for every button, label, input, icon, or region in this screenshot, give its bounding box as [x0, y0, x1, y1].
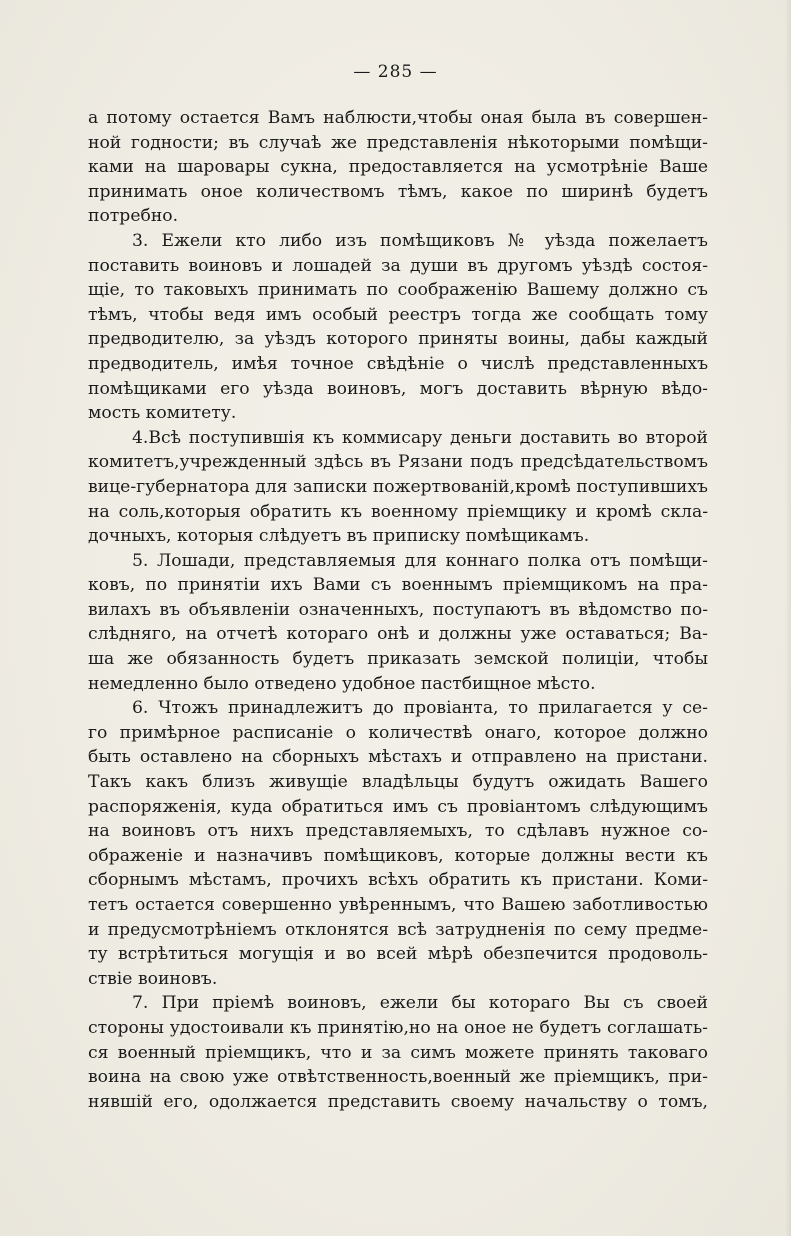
page-number: — 285 —: [353, 62, 438, 82]
text-line: слѣдняго, на отчетѣ котораго онѣ и должны уже оставаться; Ва-: [88, 624, 708, 645]
text-line: тѣмъ, чтобы ведя имъ особый реестръ тогда же сообщать тому: [88, 304, 708, 325]
text-line: вице-губернатора для записки пожертвованій,кромѣ поступившихъ: [88, 476, 708, 497]
text-line: предводителю, за уѣздъ которого приняты воины, дабы каждый: [88, 329, 708, 350]
text-line: ту встрѣтиться могущія и во всей мѣрѣ обезпечится продоволь-: [88, 944, 708, 965]
text-line: предводитель, имѣя точное свѣдѣніе о числѣ представленныхъ: [88, 353, 708, 374]
text-line: сборнымъ мѣстамъ, прочихъ всѣхъ обратить къ пристани. Коми-: [88, 870, 708, 891]
text-line: тетъ остается совершенно увѣреннымъ, что Вашею заботливостью: [88, 895, 708, 915]
text-line: ковъ, по принятіи ихъ Вами съ военнымъ пріемщикомъ на пра-: [88, 575, 708, 596]
text-line: комитетъ,учрежденный здѣсь въ Рязани подъ предсѣдательствомъ: [88, 452, 708, 473]
text-line: немедленно было отведено удобное пастбищное мѣсто.: [88, 673, 596, 694]
text-line: воина на свою уже отвѣтственность,военный же пріемщикъ, при-: [88, 1067, 708, 1088]
text-line: 5. Лошади, представляемыя для коннаго полка отъ помѣщи-: [132, 550, 708, 571]
text-line: ша же обязанность будетъ приказать земской полиціи, чтобы: [88, 649, 708, 670]
text-line: стороны удостоивали къ принятію,но на оное не будетъ соглашать-: [88, 1017, 708, 1038]
text-line: на воиновъ отъ нихъ представляемыхъ, то сдѣлавъ нужное со-: [88, 821, 708, 842]
text-line: потребно.: [88, 206, 179, 227]
text-line: принимать оное количествомъ тѣмъ, какое по ширинѣ будетъ: [88, 181, 708, 202]
body-text: [88, 106, 708, 1114]
text-line: поставить воиновъ и лошадей за души въ другомъ уѣздѣ состоя-: [88, 255, 708, 276]
page-edge-shadow: [785, 0, 791, 1236]
text-line: вилахъ въ объявленіи означенныхъ, поступаютъ въ вѣдомство по-: [88, 599, 708, 620]
text-line: 3. Ежели кто либо изъ помѣщиковъ № уѣзда пожелаетъ: [132, 230, 708, 251]
text-line: дочныхъ, которыя слѣдуетъ въ приписку помѣщикамъ.: [88, 526, 590, 547]
text-line: быть оставлено на сборныхъ мѣстахъ и отправлено на пристани.: [88, 747, 708, 768]
text-line: ображеніе и назначивъ помѣщиковъ, которые должны вести къ: [88, 845, 708, 866]
text-line: го примѣрное расписаніе о количествѣ онаго, которое должно: [88, 722, 708, 743]
text-line: на соль,которыя обратить къ военному пріемщику и кромѣ скла-: [88, 501, 708, 522]
text-line: помѣщиками его уѣзда воиновъ, могъ доставить вѣрную вѣдо-: [88, 378, 708, 399]
text-line: мость комитету.: [88, 403, 237, 424]
text-line: 7. При пріемѣ воиновъ, ежели бы котораго Вы съ своей: [132, 993, 708, 1014]
text-line: распоряженія, куда обратиться имъ съ провіантомъ слѣдующимъ: [88, 796, 708, 817]
text-line: ся военный пріемщикъ, что и за симъ можете принять таковаго: [88, 1042, 708, 1063]
text-line: нявшій его, одолжается представить своему начальству о томъ,: [88, 1091, 708, 1112]
text-line: Такъ какъ близъ живущіе владѣльцы будутъ ожидать Вашего: [88, 772, 708, 793]
text-line: и предусмотрѣніемъ отклонятся всѣ затрудненія по сему предме-: [88, 919, 708, 940]
text-line: 6. Чтожъ принадлежитъ до провіанта, то прилагается у се-: [132, 698, 708, 719]
text-line: ной годности; въ случаѣ же представленія нѣкоторыми помѣщи-: [88, 132, 708, 153]
text-line: ками на шаровары сукна, предоставляется на усмотрѣніе Ваше: [88, 157, 708, 178]
text-line: ствіе воиновъ.: [88, 968, 218, 989]
text-line: а потому остается Вамъ наблюсти,чтобы оная была въ совершен-: [88, 108, 708, 128]
text-line: щіе, то таковыхъ принимать по соображенію Вашему должно съ: [88, 280, 708, 301]
text-line: 4.Всѣ поступившія къ коммисару деньги доставить во второй: [132, 427, 708, 448]
